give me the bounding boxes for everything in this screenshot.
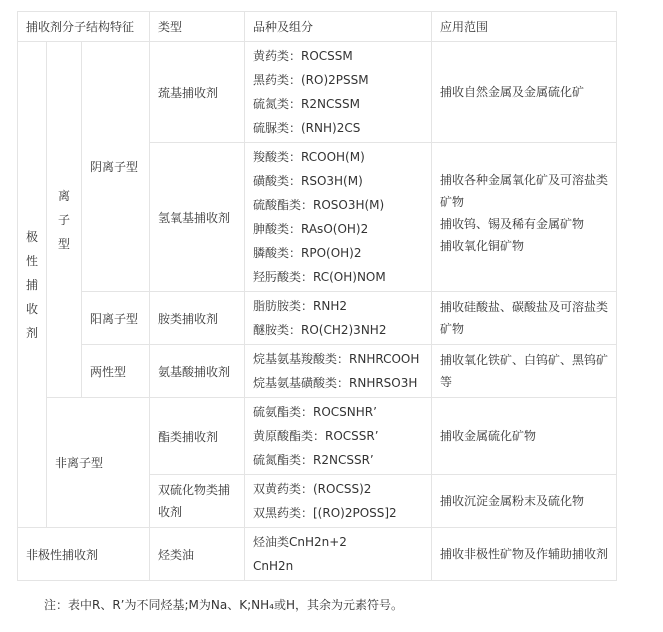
usage-cell: 捕收自然金属及金属硫化矿 — [432, 42, 617, 143]
type-cell: 烃类油 — [150, 528, 245, 581]
group-polar: 极 性 捕 收 剂 — [18, 42, 47, 528]
group-anionic: 阴离子型 — [82, 42, 150, 292]
table-row — [18, 528, 617, 581]
type-cell: 氢氧基捕收剂 — [150, 143, 245, 292]
table-header-row — [18, 12, 617, 42]
header-structure: 捕收剂分子结构特征 — [18, 12, 150, 42]
table-row — [18, 292, 617, 345]
type-cell: 巯基捕收剂 — [150, 42, 245, 143]
group-nonpolar: 非极性捕收剂 — [18, 528, 150, 581]
group-nonionic: 非离子型 — [47, 398, 150, 528]
type-cell: 氨基酸捕收剂 — [150, 345, 245, 398]
group-cationic: 阳离子型 — [82, 292, 150, 345]
usage-cell: 捕收氧化铁矿、白钨矿、黑钨矿等 — [432, 345, 617, 398]
usage-cell: 捕收各种金属氧化矿及可溶盐类矿物 捕收钨、锡及稀有金属矿物 捕收氧化铜矿物 — [432, 143, 617, 292]
components-cell: 双黄药类：(ROCSS)2 双黑药类：[(RO)2POSS]2 — [245, 475, 432, 528]
components-cell: 黄药类：ROCSSM 黑药类：(RO)2PSSM 硫氮类：R2NCSSM 硫脲类：(RNH)2CS — [245, 42, 432, 143]
usage-cell: 捕收金属硫化矿物 — [432, 398, 617, 475]
collector-table — [17, 11, 617, 581]
type-cell: 酯类捕收剂 — [150, 398, 245, 475]
components-cell: 脂肪胺类：RNH2 醚胺类：RO(CH2)3NH2 — [245, 292, 432, 345]
header-usage: 应用范围 — [432, 12, 617, 42]
table-row — [18, 398, 617, 475]
usage-cell: 捕收沉淀金属粉末及硫化物 — [432, 475, 617, 528]
usage-cell: 捕收硅酸盐、碳酸盐及可溶盐类矿物 — [432, 292, 617, 345]
group-ionic: 离 子 型 — [47, 42, 82, 398]
table-footnote: 注：表中R、R’为不同烃基;M为Na、K;NH₄或H，其余为元素符号。 — [44, 598, 403, 612]
components-cell: 烷基氨基羧酸类：RNHRCOOH 烷基氨基磺酸类：RNHRSO3H — [245, 345, 432, 398]
components-cell: 羧酸类：RCOOH(M) 磺酸类：RSO3H(M) 硫酸酯类：ROSO3H(M) 胂酸类：RAsO(OH)2 膦酸类：RPO(OH)2 羟肟酸类：RC(OH)NOM — [245, 143, 432, 292]
components-cell: 硫氨酯类：ROCSNHR’ 黄原酸酯类：ROCSSR’ 硫氮酯类：R2NCSSR’ — [245, 398, 432, 475]
usage-cell: 捕收非极性矿物及作辅助捕收剂 — [432, 528, 617, 581]
header-components: 品种及组分 — [245, 12, 432, 42]
header-type: 类型 — [150, 12, 245, 42]
type-cell: 双硫化物类捕收剂 — [150, 475, 245, 528]
table-row — [18, 42, 617, 143]
group-amphoteric: 两性型 — [82, 345, 150, 398]
table-row — [18, 345, 617, 398]
components-cell: 烃油类CnH2n+2 CnH2n — [245, 528, 432, 581]
type-cell: 胺类捕收剂 — [150, 292, 245, 345]
